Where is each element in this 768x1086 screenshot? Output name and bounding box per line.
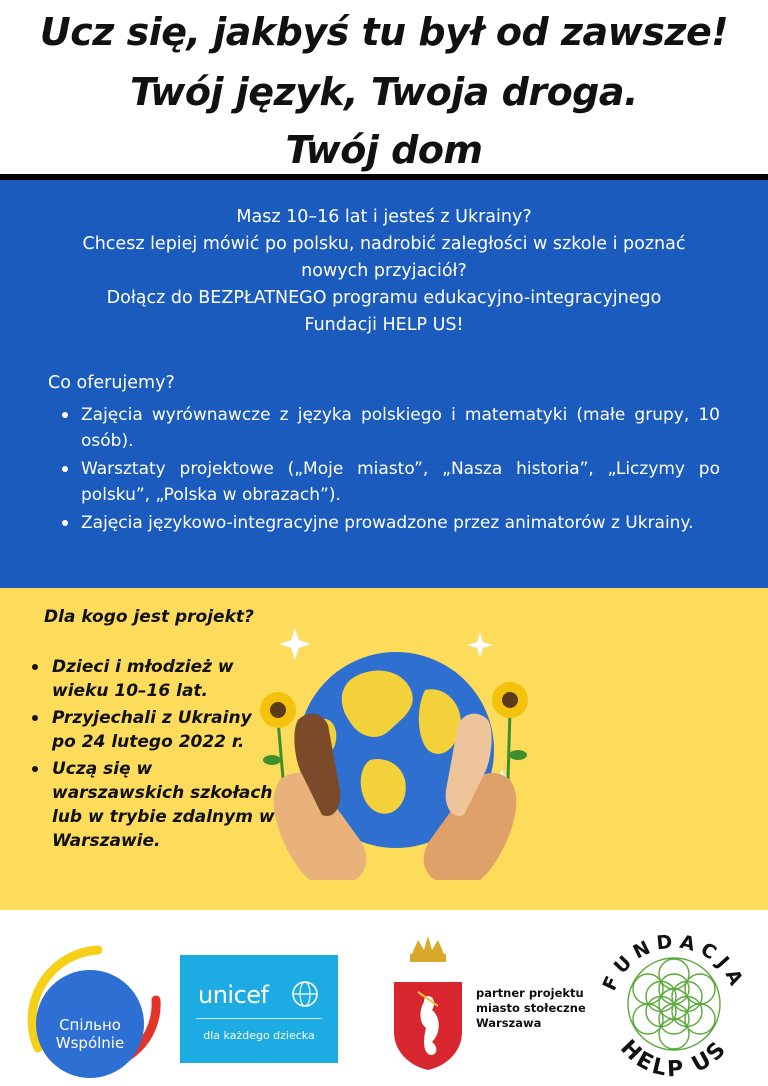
svg-text:HELP US bbox=[615, 1035, 733, 1082]
unicef-tagline: dla każdego dziecka bbox=[203, 1029, 315, 1042]
intro-text bbox=[40, 204, 728, 339]
offer-item: Warsztaty projektowe („Moje miasto”, „Nasza historia”, „Liczymy po polsku”, „Polska w obrazach”). bbox=[60, 456, 720, 508]
audience-item: Uczą się w warszawskich szkołach lub w trybie zdalnym w Warszawie. bbox=[30, 757, 280, 853]
offer-list bbox=[60, 402, 720, 538]
partner-line-3: Warszawa bbox=[476, 1016, 542, 1030]
audience-item: Dzieci i młodzież w wieku 10–16 lat. bbox=[30, 655, 280, 703]
intro-line-2: Chcesz lepiej mówić po polsku, nadrobić zaległości w szkole i poznać bbox=[82, 234, 686, 254]
unicef-divider bbox=[196, 1018, 322, 1019]
audience-item: Przyjechali z Ukrainy po 24 lutego 2022 r. bbox=[30, 706, 280, 754]
spilno-wspolnie-logo bbox=[18, 938, 168, 1078]
unicef-wordmark: unicef bbox=[198, 981, 269, 1009]
audience-section bbox=[0, 588, 768, 910]
unicef-emblem-icon bbox=[290, 979, 320, 1009]
offer-item: Zajęcia wyrównawcze z języka polskiego i matematyki (małe grupy, 10 osób). bbox=[60, 402, 720, 454]
unicef-logo bbox=[180, 955, 338, 1063]
flower-of-life-icon bbox=[628, 958, 720, 1050]
spilno-logo-text bbox=[38, 1016, 142, 1052]
intro-line-3: nowych przyjaciół? bbox=[301, 261, 467, 281]
intro-line-4: Dołącz do BEZPŁATNEGO programu edukacyjno-integracyjnego bbox=[106, 288, 662, 308]
audience-list bbox=[30, 655, 280, 856]
svg-text:FUNDACJA bbox=[599, 930, 750, 994]
partner-caption bbox=[476, 986, 586, 1031]
spilno-line-1: Спільно bbox=[59, 1016, 121, 1034]
globe-hands-illustration bbox=[250, 610, 540, 900]
spilno-line-2: Wspólnie bbox=[55, 1034, 125, 1052]
helpus-top-text: FUNDACJA bbox=[598, 930, 750, 995]
headline-line-3: Twój dom bbox=[285, 128, 483, 172]
partners-footer bbox=[0, 910, 768, 1086]
partner-line-1: partner projektu bbox=[476, 986, 584, 1000]
intro-line-5: Fundacji HELP US! bbox=[304, 315, 464, 335]
offer-item: Zajęcia językowo-integracyjne prowadzone przez animatorów z Ukrainy. bbox=[60, 510, 720, 536]
audience-title: Dla kogo jest projekt? bbox=[44, 607, 254, 627]
program-info-section bbox=[0, 180, 768, 588]
intro-line-1: Masz 10–16 lat i jesteś z Ukrainy? bbox=[236, 207, 532, 227]
headline-line-2: Twój język, Twoja droga. bbox=[130, 70, 638, 114]
warsaw-coat-of-arms-icon bbox=[388, 932, 468, 1072]
header bbox=[0, 0, 768, 176]
fundacja-help-us-logo bbox=[590, 918, 758, 1086]
helpus-bottom-text: HELP US bbox=[615, 1035, 733, 1083]
headline-line-1: Ucz się, jakbyś tu był od zawsze! bbox=[39, 10, 729, 54]
partner-line-2: miasto stołeczne bbox=[476, 1001, 586, 1015]
offer-title: Co oferujemy? bbox=[48, 373, 175, 393]
